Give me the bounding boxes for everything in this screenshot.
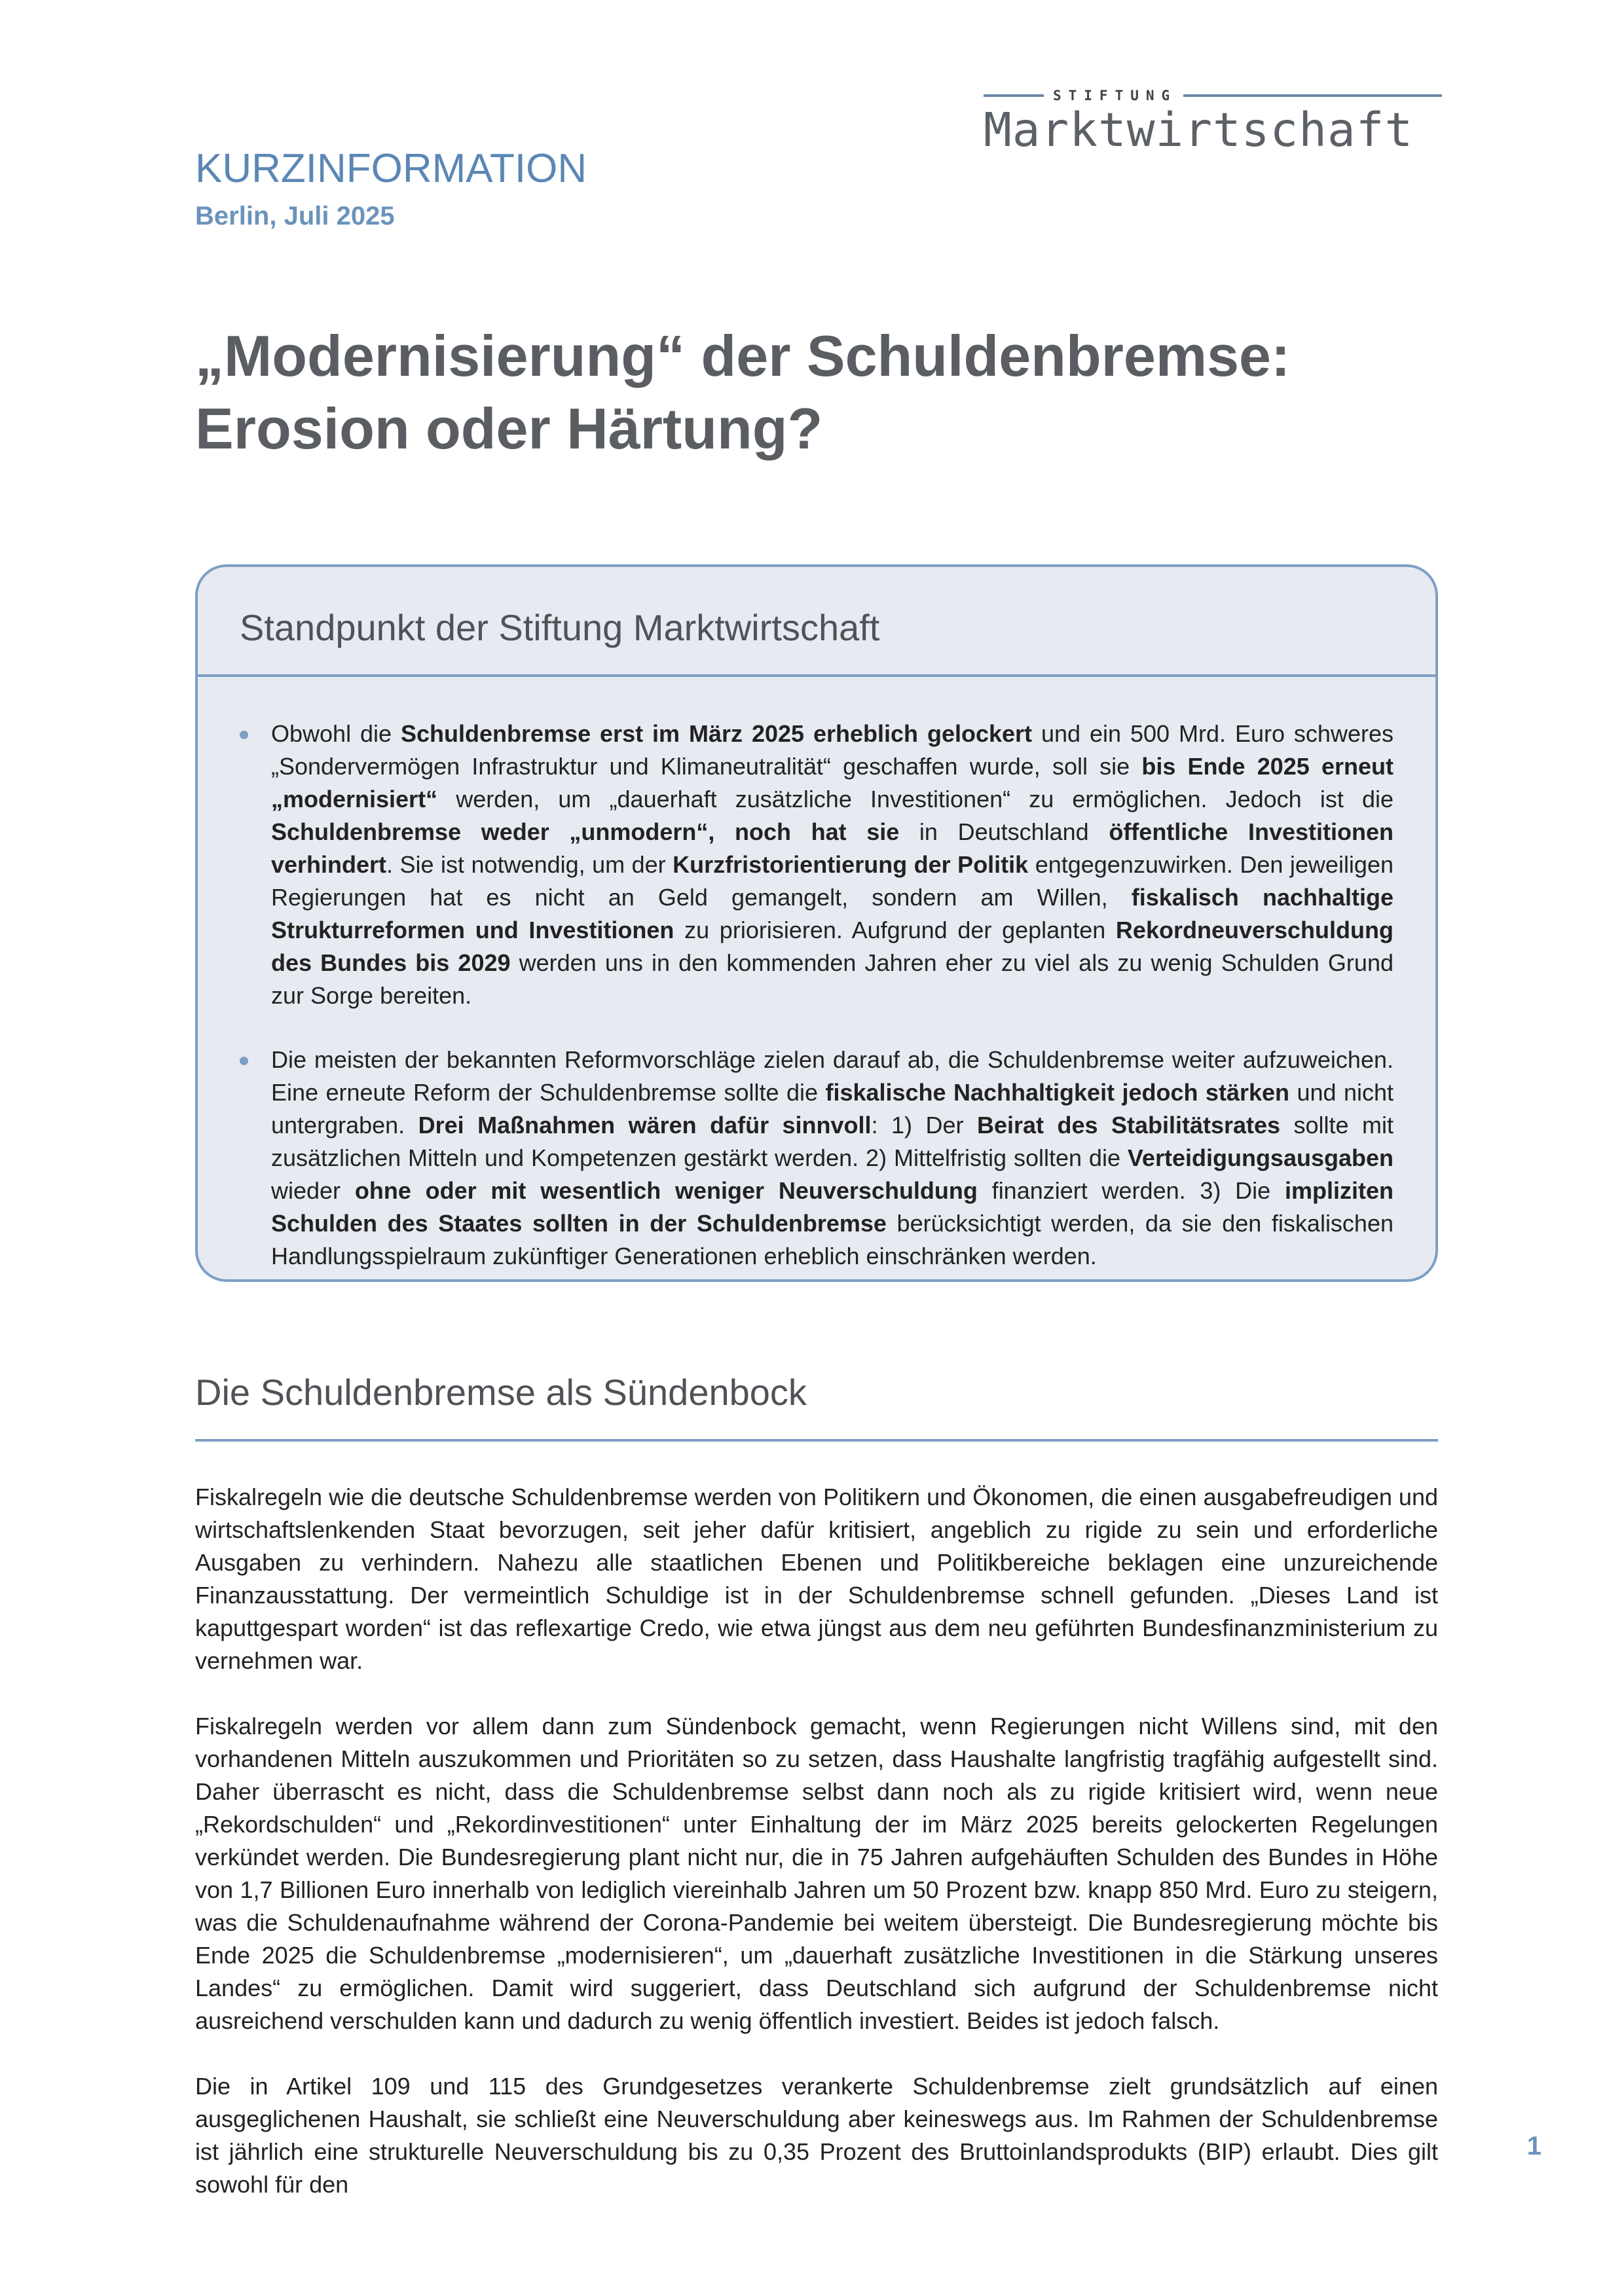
logo-rule-right [1183, 94, 1442, 97]
logo-rule-left [984, 94, 1044, 97]
text-run: wieder [271, 1177, 355, 1204]
title-line-2: Erosion oder Härtung? [195, 396, 823, 461]
text-run: zu priorisieren. Aufgrund der geplanten [674, 917, 1116, 943]
page-number: 1 [1526, 2132, 1541, 2160]
title-line-1: „Modernisierung“ der Schuldenbremse: [195, 323, 1291, 388]
text-run: entgegenzuwirken. Den jeweiligen Regierungen hat es nicht an Geld gemangelt, sondern am Willen, [271, 851, 1393, 911]
logo-top-row [984, 87, 1442, 104]
bold-run: öffentliche Investitionen verhindert [271, 818, 1393, 878]
bold-run: Schuldenbremse erst im März 2025 erheblich gelockert [401, 720, 1033, 747]
bold-run: Kurzfristorientierung der Politik [673, 851, 1029, 878]
bullet-item [271, 1044, 1393, 1273]
paragraph: Fiskalregeln werden vor allem dann zum Sündenbock gemacht, wenn Regierungen nicht Willens sind, mit den vorhandenen Mitteln auszukommen und Prioritäten so zu setzen, dass Haushalte langfristig tragfähig aufgestellt sind. Daher überrascht es nicht, dass die Schuldenbremse selbst dann noch als zu rigide kritisiert wird, wenn neue „Rekordschulden“ und „Rekordinvestitionen“ unter Einhaltung der im März 2025 bereits gelockerten Regelungen verkündet werden. Die Bundesregierung plant nicht nur, die in 75 Jahren aufgehäuften Schulden des Bundes in Höhe von 1,7 Billionen Euro innerhalb von lediglich viereinhalb Jahren um 50 Prozent bzw. knapp 850 Mrd. Euro zu steigern, was die Schuldenaufnahme während der Corona-Pandemie bei weitem übersteigt. Die Bundesregierung möchte bis Ende 2025 die Schuldenbremse „modernisieren“, um „dauerhaft zusätzliche Investitionen in die Stärkung unseres Landes“ zu ermöglichen. Damit wird suggeriert, dass Deutschland sich aufgrund der Schuldenbremse nicht ausreichend verschulden kann und dadurch zu wenig öffentlich investiert. Beides ist jedoch falsch. [195, 1713, 1438, 2034]
position-bullets [271, 718, 1393, 1304]
paragraph: Die in Artikel 109 und 115 des Grundgesetzes verankerte Schuldenbremse zielt grundsätzlich auf einen ausgeglichenen Haushalt, sie schließt eine Neuverschuldung aber keineswegs aus. Im Rahmen der Schuldenbremse ist jährlich eine strukturelle Neuverschuldung bis zu 0,35 Prozent des Bruttoinlandsprodukts (BIP) erlaubt. Dies gilt sowohl für den [195, 2073, 1438, 2198]
bold-run: Schuldenbremse weder „unmodern“, noch hat sie [271, 818, 900, 845]
section-divider [195, 1439, 1438, 1442]
page-title [195, 319, 1439, 465]
bold-run: ohne oder mit wesentlich weniger Neuverschuldung [354, 1177, 978, 1204]
logo-top-text: STIFTUNG [1053, 88, 1177, 103]
bold-run: Verteidigungsausgaben [1127, 1144, 1393, 1171]
text-run: in Deutschland [899, 818, 1109, 845]
text-run: berücksichtigt werden, da sie den fiskalischen Handlungsspielraum zukünftiger Generationen erheblich einschränken werden. [271, 1210, 1394, 1269]
bullet-item [271, 718, 1393, 1012]
logo-name: Marktwirtschaft [984, 103, 1414, 157]
text-run: . Sie ist notwendig, um der [386, 851, 673, 878]
document-date: Berlin, Juli 2025 [195, 202, 395, 230]
bold-run: fiskalische Nachhaltigkeit jedoch stärken [825, 1079, 1290, 1106]
bold-run: Drei Maßnahmen wären dafür sinnvoll [418, 1112, 872, 1139]
section-title: Die Schuldenbremse als Sündenbock [195, 1372, 807, 1413]
logo [984, 87, 1442, 157]
bold-run: Rekordneuverschuldung des Bundes bis 2029 [271, 917, 1393, 976]
text-run: Obwohl die [271, 720, 401, 747]
box-divider [198, 674, 1435, 677]
text-run: sollte mit zusätzlichen Mitteln und Kompetenzen gestärkt werden. 2) Mittelfristig sollten die [271, 1112, 1393, 1171]
text-run: : 1) Der [871, 1112, 977, 1139]
text-run: Die meisten der bekannten Reformvorschläge zielen darauf ab, die Schuldenbremse weiter aufzuweichen. Eine erneute Reform der Schuldenbremse sollte die [271, 1046, 1393, 1106]
text-run: und ein 500 Mrd. Euro schweres „Sondervermögen Infrastruktur und Klimaneutralität“ geschaffen wurde, soll sie [271, 720, 1393, 780]
text-run: und nicht untergraben. [271, 1079, 1393, 1139]
bold-run: Beirat des Stabilitätsrates [976, 1112, 1281, 1139]
bold-run: impliziten Schulden des Staates sollten in der Schuldenbremse [271, 1177, 1393, 1237]
text-run: werden uns in den kommenden Jahren eher zu viel als zu wenig Schulden Grund zur Sorge bereiten. [271, 949, 1393, 1009]
document-type: KURZINFORMATION [195, 146, 587, 191]
body-text [195, 1481, 1438, 2234]
position-box [195, 564, 1438, 1282]
bold-run: bis Ende 2025 erneut „modernisiert“ [271, 753, 1393, 812]
bold-run: fiskalisch nachhaltige Strukturreformen und Investitionen [271, 884, 1393, 943]
box-title: Standpunkt der Stiftung Marktwirtschaft [240, 607, 880, 648]
paragraph: Fiskalregeln wie die deutsche Schuldenbremse werden von Politikern und Ökonomen, die einen ausgabefreudigen und wirtschaftslenkenden Staat bevorzugen, seit jeher dafür kritisiert, angeblich zu rigide zu sein und erforderliche Ausgaben zu verhindern. Nahezu alle staatlichen Ebenen und Politikbereiche beklagen eine unzureichende Finanzausstattung. Der vermeintlich Schuldige ist in der Schuldenbremse schnell gefunden. „Dieses Land ist kaputtgespart worden“ ist das reflexartige Credo, wie etwa jüngst aus dem neu geführten Bundesfinanzministerium zu vernehmen war. [195, 1484, 1438, 1674]
text-run: werden, um „dauerhaft zusätzliche Investitionen“ zu ermöglichen. Jedoch ist die [437, 786, 1393, 812]
text-run: finanziert werden. 3) Die [977, 1177, 1285, 1204]
